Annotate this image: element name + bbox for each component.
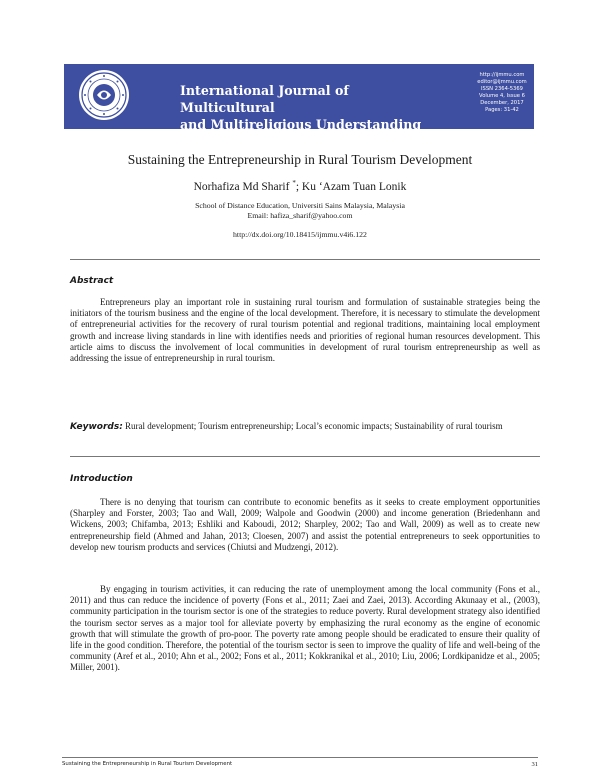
journal-meta (472, 72, 532, 114)
journal-banner (64, 64, 534, 132)
journal-email[interactable]: editor@ijmmu.com (477, 79, 527, 85)
author-email[interactable]: Email: hafiza_sharif@yahoo.com (247, 211, 353, 220)
page-number: 31 (531, 761, 538, 768)
divider-top (70, 259, 540, 260)
footer-running-title: Sustaining the Entrepreneurship in Rural Tourism Development (62, 761, 233, 767)
affiliation: School of Distance Education, Universiti Sains Malaysia, Malaysia (195, 201, 405, 210)
introduction-heading: Introduction (70, 474, 133, 484)
author-list (60, 179, 540, 193)
journal-seal-logo (78, 69, 130, 121)
footer-divider (62, 757, 538, 758)
journal-name-line1: International Journal of Multicultural (180, 83, 349, 115)
journal-pages: Pages: 31-42 (485, 107, 519, 113)
journal-volume: Volume 4, Issue 6 (479, 93, 525, 99)
affiliation-block (60, 201, 540, 221)
corresponding-author-mark: * (292, 179, 296, 187)
keywords (70, 421, 540, 433)
divider-bottom (70, 456, 540, 457)
article-title: Sustaining the Entrepreneurship in Rural Tourism Development (127, 152, 473, 167)
keywords-label: Keywords: (70, 422, 123, 432)
keywords-text: Rural development; Tourism entrepreneurship; Local’s economic impacts; Sustainability of rural tourism (122, 421, 503, 431)
abstract-text: Entrepreneurs play an important role in sustaining rural tourism and formulation of sustainable strategies being the initiators of the tourism business and the engine of the local development. Therefore, it is necessary to stimulate the development of entrepreneurial activities for the recovery of rural tourism potential and regional traditions, maintaining local employment growth and increase living standards in line with identifies needs and priorities of regional human resources development. This article aims to discuss the involvement of local communities in development of rural tourism entrepreneurship as well as addressing the issue of entrepreneurship in rural tourism. (70, 297, 540, 364)
author-2: Ku ‘Azam Tuan Lonik (301, 180, 407, 193)
journal-name-line2: and Multireligious Understanding (180, 117, 422, 132)
journal-issn: ISSN 2364-5369 (481, 86, 523, 92)
journal-date: December, 2017 (480, 100, 524, 106)
journal-url[interactable]: http://ijmmu.com (479, 72, 525, 78)
intro-paragraph-2: By engaging in tourism activities, it can reducing the rate of unemployment among the local community (Fons et al., 2011) and thus can reduce the incidence of poverty (Fons et al., 2011; Zaei and Zaei, 2013). According Akunaay et al., (2003), community participation in the tourism sector is one of the strategies to reduce poverty. Rural development strategy also identified the tourism sector serves as a major tool for alleviate poverty by emphasizing the rural economy as the engine of economic growth that will stimulate the growth of pro-poor. The poverty rate among people should be eradicated to ensure their quality of life in the good condition. Therefore, the potential of the tourism sector is seen to improve the quality of life and well-being of the community (Aref et al., 2010; Ahn et al., 2002; Fons et al., 2011; Kokkranikal et al., 2010; Liu, 2006; Lordkipanidze et al., 2005; Miller, 2001). (70, 584, 540, 673)
author-1: Norhafiza Md Sharif (193, 180, 290, 193)
author-separator: ; (295, 180, 302, 193)
abstract-heading: Abstract (70, 276, 114, 286)
intro-paragraph-1: There is no denying that tourism can contribute to economic benefits as it seeks to create employment opportunities (Sharpley and Forster, 2003; Tao and Wall, 2009; Walpole and Goodwin (2000) and income generation (Briedenhann and Wickens, 2003; Chifamba, 2013; Eshliki and Kaboudi, 2012; Sharpley, 2002; Tao and Wall, 2009) as well as to create new entrepreneurship field (Ahmed and Jahan, 2013; Cloesen, 2007) and assist the potential entrepreneurs to seek opportunities to develop new tourism products and services (Chiutsi and Mudzengi, 2012). (70, 497, 540, 552)
journal-name (180, 82, 440, 133)
doi-link[interactable]: http://dx.doi.org/10.18415/ijmmu.v4i6.122 (233, 230, 367, 239)
